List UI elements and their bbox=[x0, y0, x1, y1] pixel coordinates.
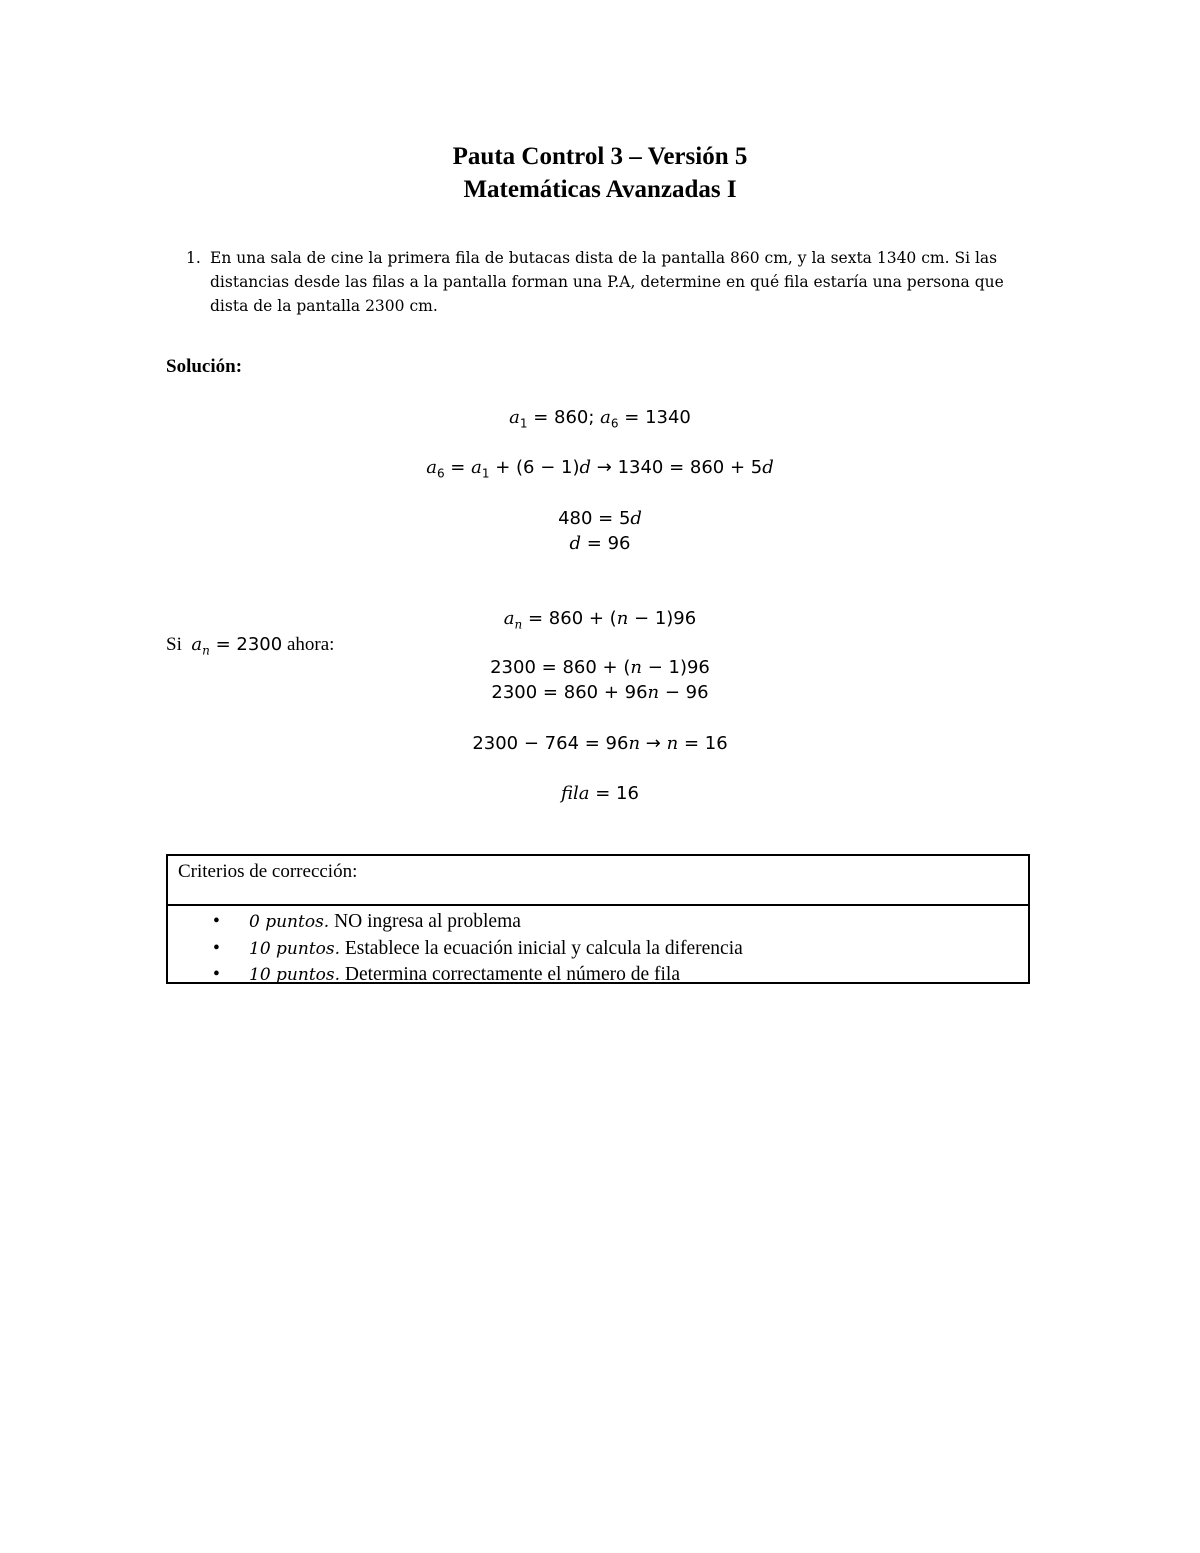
criteria-list bbox=[168, 906, 1028, 989]
criteria-table bbox=[166, 854, 1030, 984]
criteria-text: Establece la ecuación inicial y calcula la diferencia bbox=[344, 937, 743, 959]
si-suffix: ahora: bbox=[286, 634, 335, 655]
equation-general-a6: $a_6 = a_1 + (6 - 1)d \to 1340 = 860 + 5d$ bbox=[426, 457, 774, 481]
criteria-text: Determina correctamente el número de fila bbox=[344, 964, 681, 985]
bullet-icon: • bbox=[213, 964, 220, 985]
a1-value: 860 bbox=[554, 407, 589, 428]
equation-given-values: $a_1 = 860$; $a_6 = 1340$ bbox=[509, 407, 691, 431]
equation-d-value: d = 96 bbox=[569, 533, 631, 554]
criteria-points: 10 puntos. bbox=[249, 965, 341, 985]
gt-text: = 860 + ( bbox=[527, 608, 617, 629]
equation-expanded: 2300 = 860 + 96n − 96 bbox=[491, 682, 709, 703]
criteria-heading: Criterios de corrección: bbox=[168, 856, 1028, 906]
problem-line-2: distancias desde las filas a la pantalla forman una P.A, determine en qué fila estaría una persona que bbox=[210, 273, 1004, 291]
criteria-text: NO ingresa al problema bbox=[334, 911, 521, 932]
problem-text bbox=[210, 246, 1016, 318]
title-line-1: Pauta Control 3 – Versión 5 bbox=[452, 143, 748, 170]
equation-fila bbox=[0, 781, 1200, 807]
eq3-text: 480 = 5 bbox=[558, 508, 631, 529]
eq2-right: → 1340 = 860 + 5 bbox=[596, 457, 763, 478]
bullet-icon: • bbox=[213, 937, 220, 959]
equation-substitution: 2300 = 860 + (n − 1)96 bbox=[490, 657, 710, 678]
eqb-end: − 96 bbox=[664, 682, 709, 703]
eqa-end: − 1)96 bbox=[647, 657, 710, 678]
solution-heading: Solución: bbox=[166, 356, 243, 377]
eqc-text: 2300 − 764 = 96 bbox=[472, 733, 629, 754]
problem-line-3: dista de la pantalla 2300 cm. bbox=[210, 297, 438, 315]
criteria-item bbox=[168, 909, 1028, 936]
document-title bbox=[0, 140, 1200, 206]
equation-480: 480 = 5d bbox=[558, 508, 642, 529]
problem-number: 1. bbox=[186, 249, 201, 267]
eq2-left: + (6 − 1) bbox=[495, 457, 580, 478]
si-value: = 2300 bbox=[215, 634, 283, 655]
bullet-icon: • bbox=[213, 911, 220, 932]
equation-general-term: $a_n = 860 + (n - 1)96$ bbox=[503, 608, 697, 632]
eqa-text: 2300 = 860 + ( bbox=[490, 657, 631, 678]
fila-value: = 16 bbox=[595, 783, 639, 804]
si-label: Si bbox=[166, 634, 182, 655]
criteria-points: 0 puntos. bbox=[249, 912, 330, 932]
a6-value: 1340 bbox=[645, 407, 691, 428]
equation-solve-n: 2300 − 764 = 96n → n = 16 bbox=[472, 733, 728, 754]
eqc-end: = 16 bbox=[683, 733, 728, 754]
problem-line-1: En una sala de cine la primera fila de butacas dista de la pantalla 860 cm, y la sexta 1340 cm. Si las bbox=[210, 249, 998, 267]
gt-end: − 1)96 bbox=[634, 608, 697, 629]
title-line-2: Matemáticas Avanzadas I bbox=[463, 176, 737, 203]
eq4-text: = 96 bbox=[586, 533, 631, 554]
criteria-points: 10 puntos. bbox=[249, 938, 341, 959]
fila-variable: fila bbox=[561, 783, 590, 804]
problem-statement bbox=[186, 246, 1016, 318]
eqc-arrow: → bbox=[645, 733, 661, 754]
eqb-text: 2300 = 860 + 96 bbox=[491, 682, 648, 703]
criteria-item bbox=[168, 962, 1028, 989]
criteria-item bbox=[168, 936, 1028, 963]
si-condition: Si $a_n = 2300$ ahora: bbox=[166, 634, 335, 658]
